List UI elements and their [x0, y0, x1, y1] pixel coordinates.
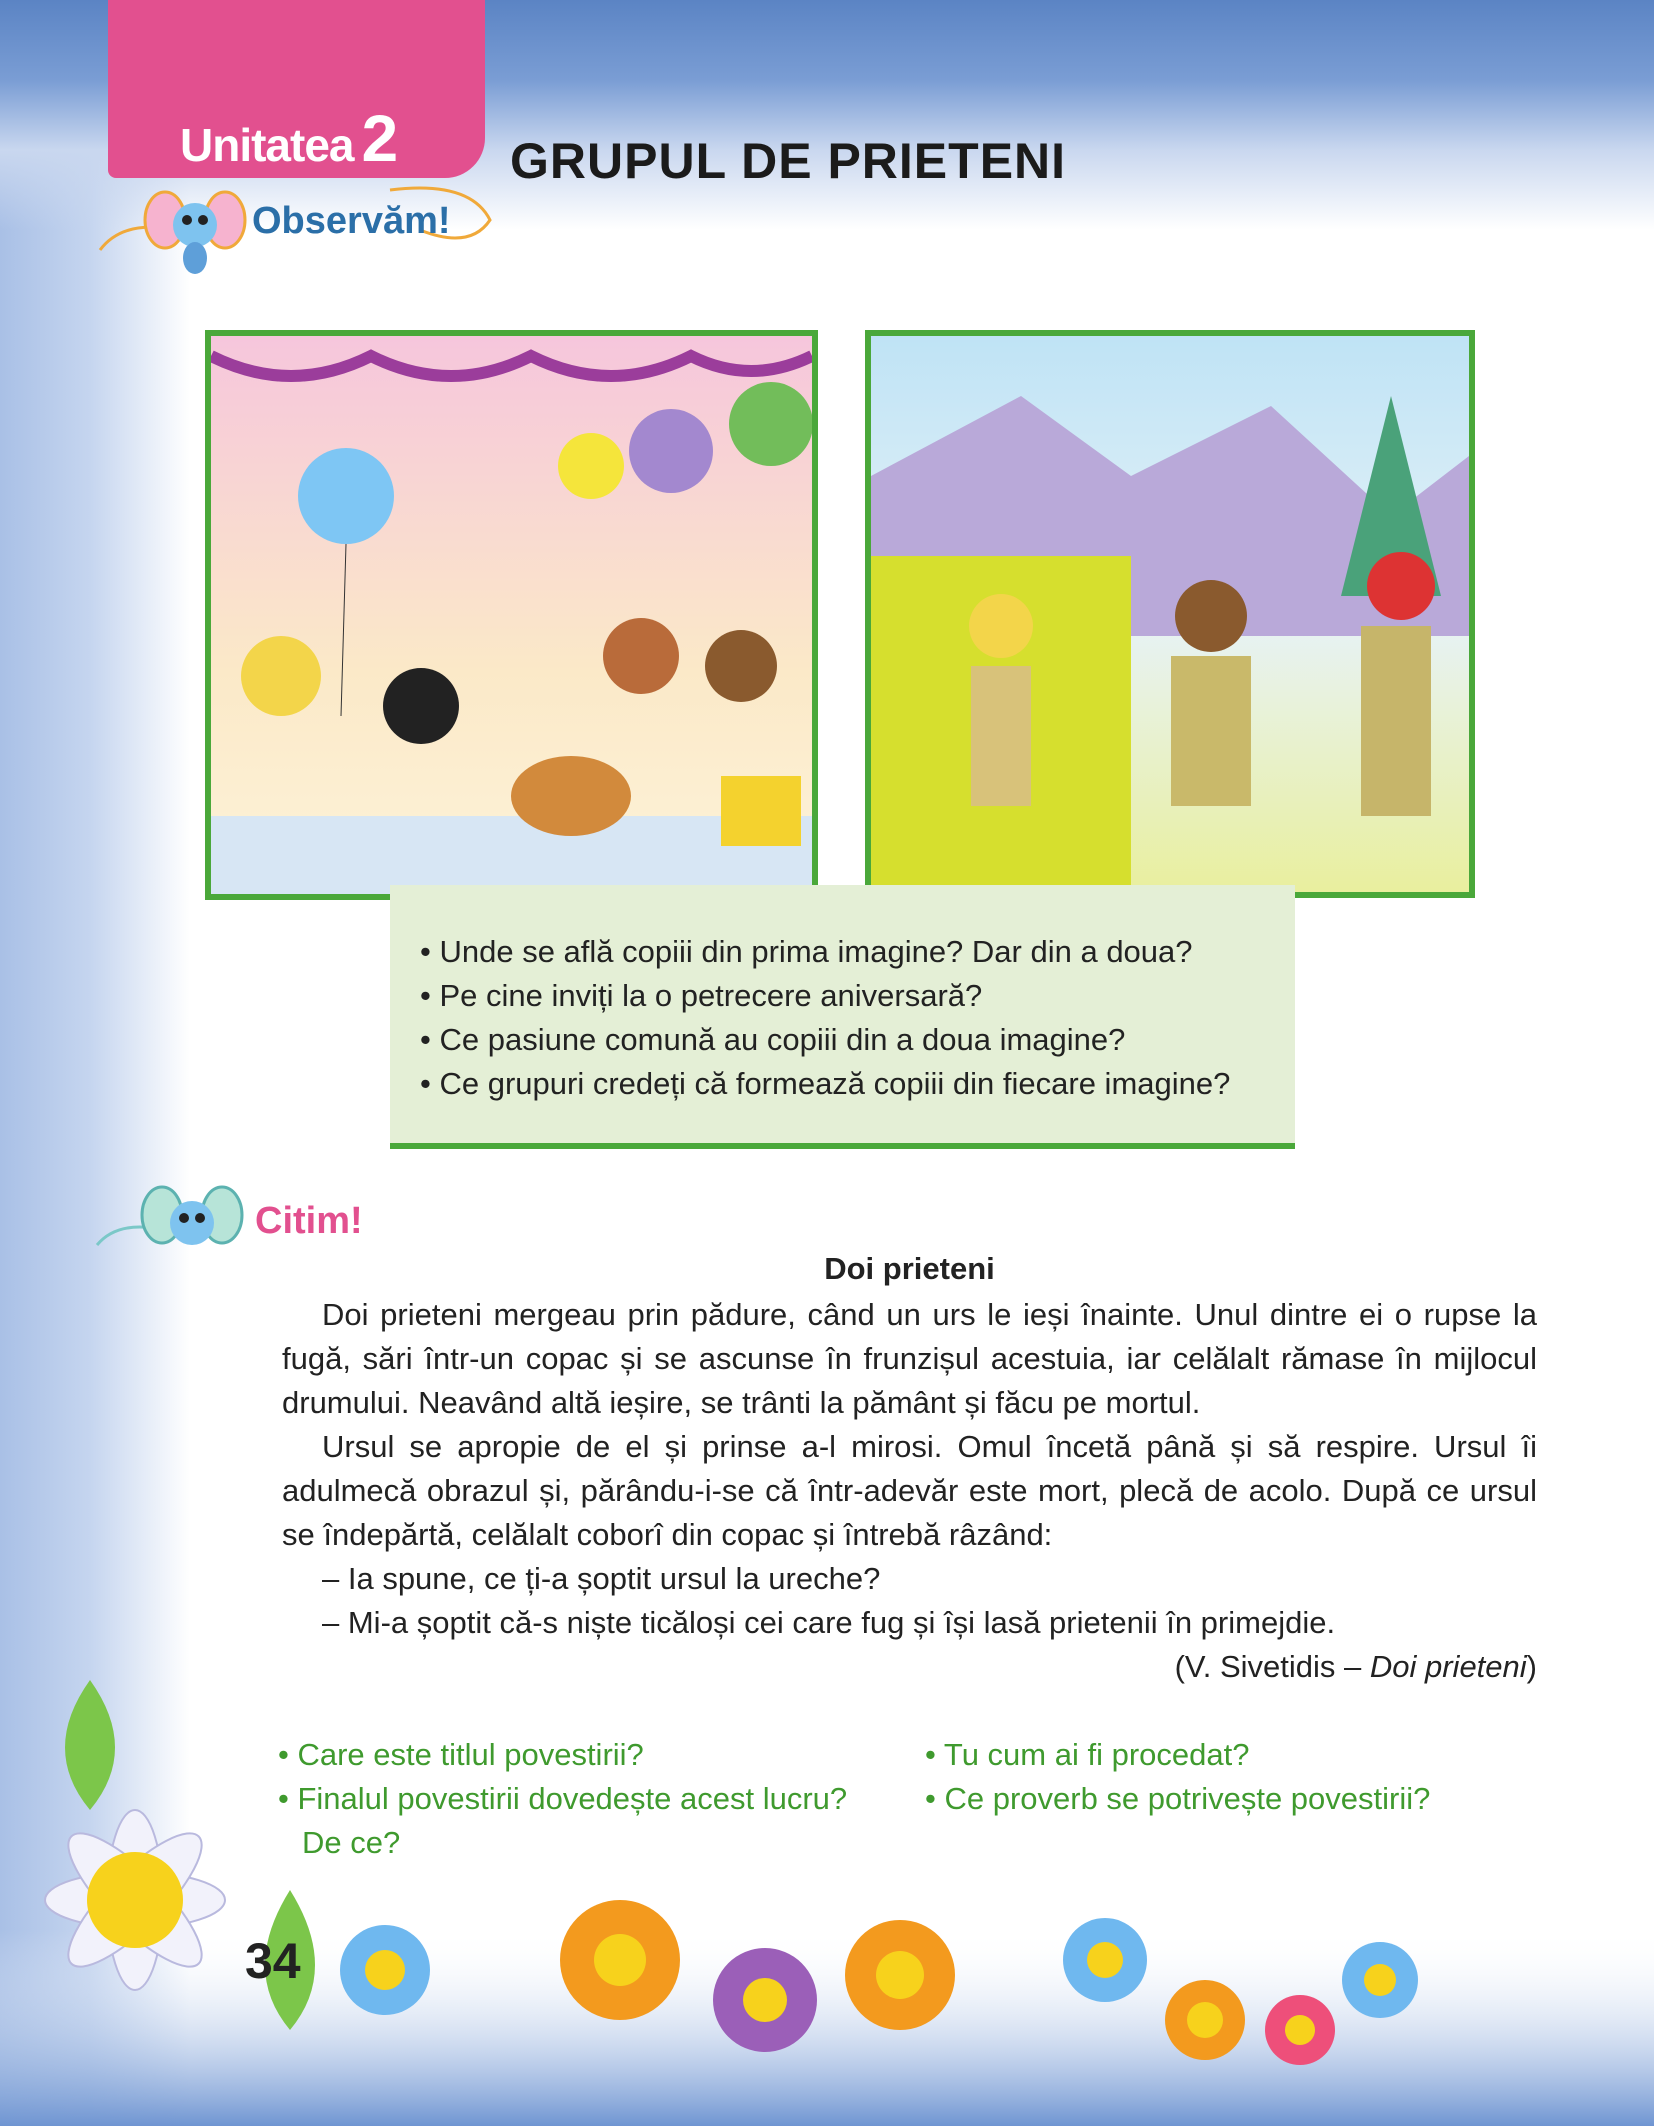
- question-item: • Ce grupuri credeți că formează copiii din fiecare imagine?: [420, 1066, 1231, 1101]
- question-item: De ce?: [302, 1825, 401, 1860]
- unit-tab: [108, 0, 485, 178]
- butterfly-icon: [92, 1165, 262, 1275]
- story: [282, 1247, 1537, 1689]
- question-item: • Finalul povestirii dovedește acest lucru?: [278, 1781, 848, 1816]
- page-title: GRUPUL DE PRIETENI: [510, 133, 1067, 189]
- page-number: 34: [245, 1933, 301, 1989]
- source-close: ): [1526, 1649, 1537, 1684]
- story-title: Doi prieteni: [824, 1251, 995, 1286]
- source-title: Doi prieteni: [1369, 1649, 1527, 1684]
- observe-questions: [390, 885, 1295, 1149]
- section-read: Citim!: [255, 1200, 363, 1242]
- dialogue-line: – Mi-a șoptit că-s niște ticăloși cei care fug și își lasă prietenii în primejdie.: [322, 1605, 1336, 1640]
- flowers-decoration: [0, 1630, 1654, 2126]
- dialogue-line: – Ia spune, ce ți-a șoptit ursul la ureche?: [322, 1561, 881, 1596]
- source-author: (V. Sivetidis –: [1174, 1649, 1370, 1684]
- question-item: • Ce pasiune comună au copiii din a doua imagine?: [420, 1022, 1126, 1057]
- story-paragraph: Ursul se apropie de el și prinse a-l mirosi. Omul încetă până și să respire. Ursul îi adulmecă obrazul și, părându-i-se că într-adevăr este mort, plecă de acolo. După ce ursul se îndepărtă, celălalt coborî din copac și întrebă râzând:: [282, 1429, 1537, 1552]
- question-item: • Tu cum ai fi procedat?: [925, 1737, 1250, 1772]
- party-illustration: [205, 330, 818, 900]
- unit-label: Unitatea: [180, 119, 354, 171]
- question-item: • Care este titlul povestirii?: [278, 1737, 644, 1772]
- question-item: • Ce proverb se potrivește povestirii?: [925, 1781, 1431, 1816]
- hiking-illustration: [865, 330, 1475, 898]
- section-observe: Observăm!: [252, 200, 451, 242]
- question-item: • Unde se află copiii din prima imagine? Dar din a doua?: [420, 934, 1193, 969]
- story-paragraph: Doi prieteni mergeau prin pădure, când un urs le ieși înainte. Unul dintre ei o rupse la fugă, sări într-un copac și se ascunse în frunzișul acestuia, iar celălalt rămase în mijlocul drumului. Neavând altă ieșire, se trânti la pământ și făcu pe mortul.: [282, 1297, 1537, 1420]
- question-item: • Pe cine inviți la o petrecere aniversară?: [420, 978, 983, 1013]
- unit-number: 2: [361, 101, 398, 175]
